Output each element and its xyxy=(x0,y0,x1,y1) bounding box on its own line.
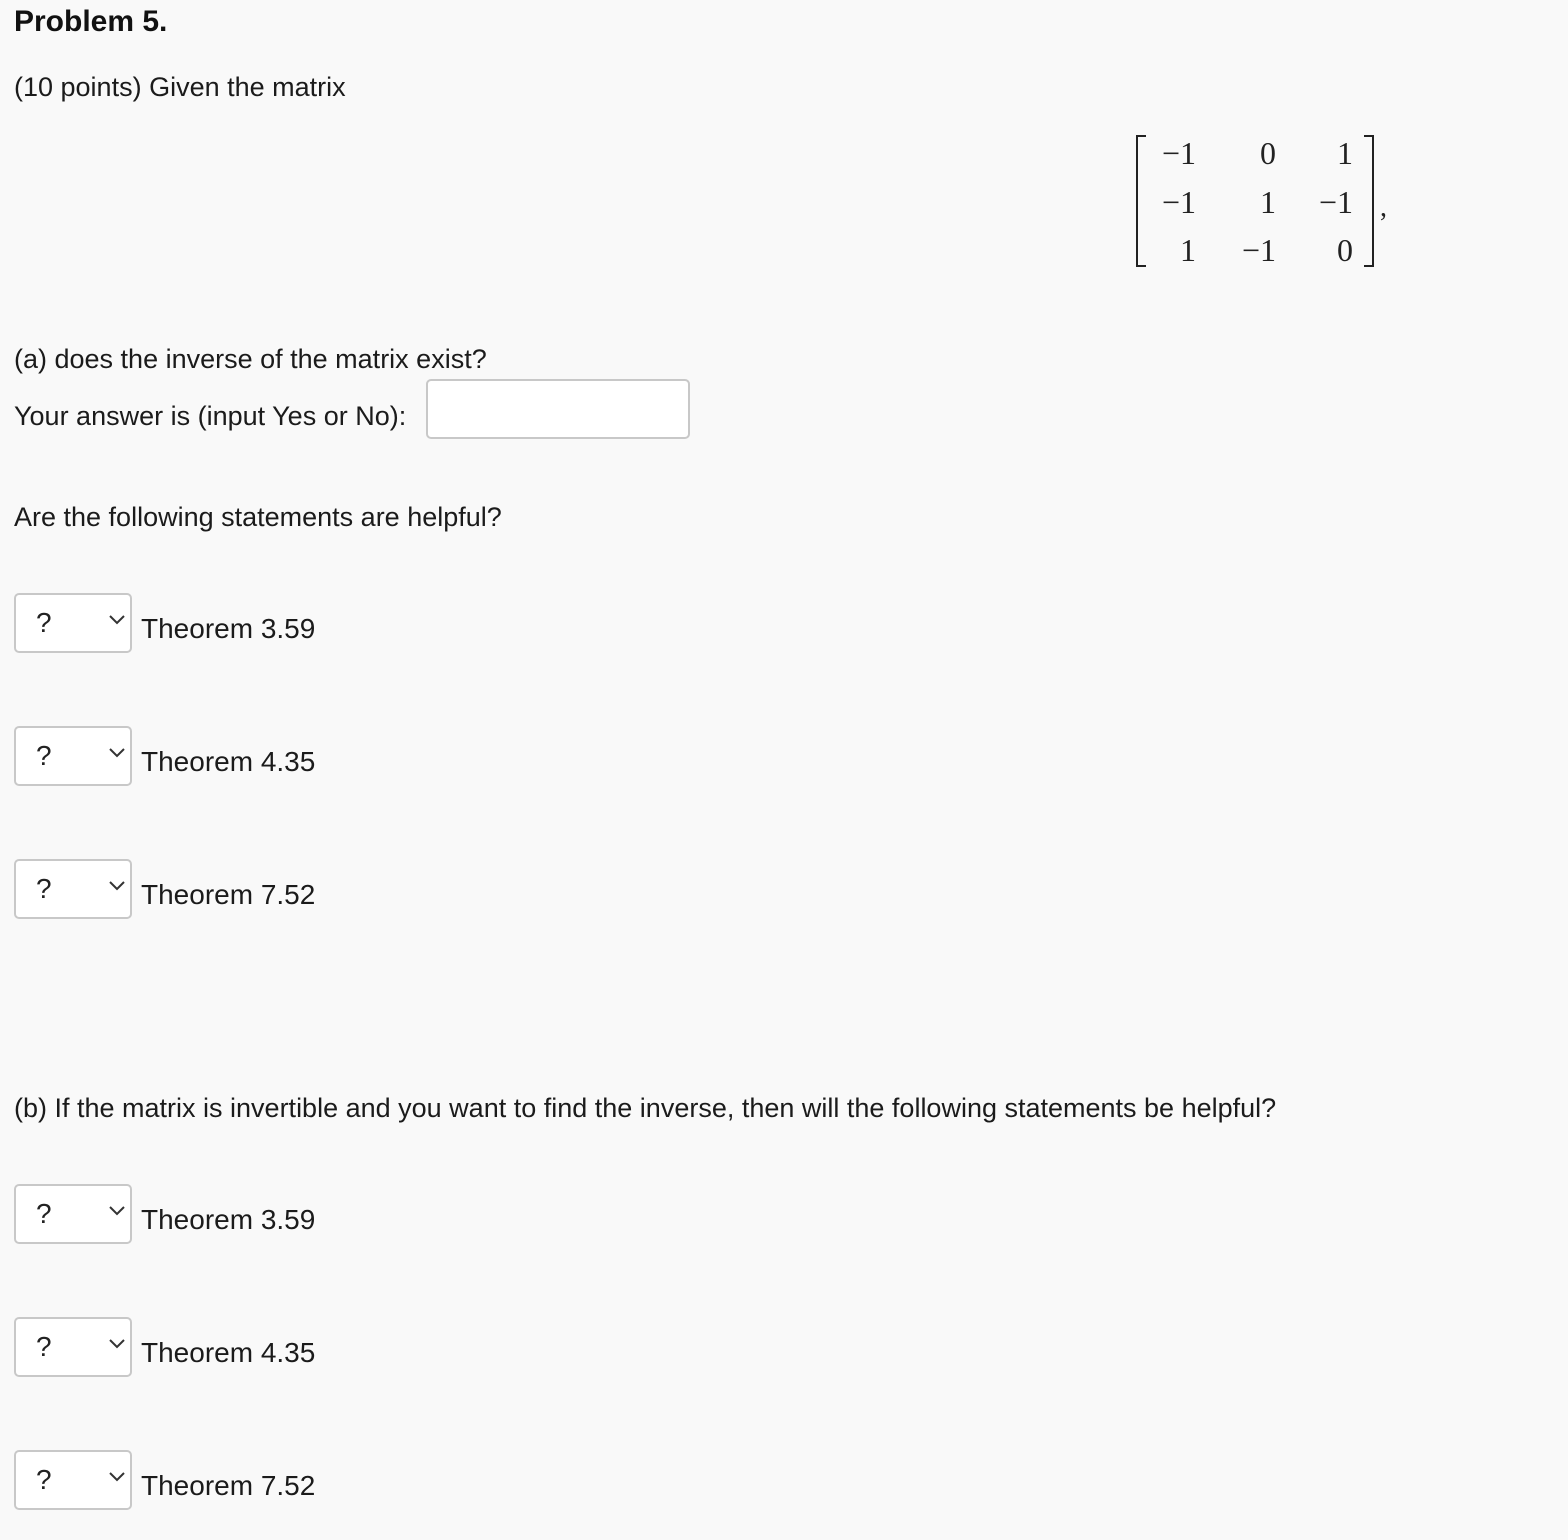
matrix-cell: 1 xyxy=(1180,232,1196,268)
part-b-theorem-2-label: Theorem 4.35 xyxy=(141,1337,316,1368)
chevron-down-icon xyxy=(108,1337,126,1351)
matrix-trailing-comma: , xyxy=(1380,192,1387,223)
chevron-down-icon xyxy=(108,613,126,627)
matrix-cell: −1 xyxy=(1161,135,1196,171)
select-value: ? xyxy=(36,607,52,638)
matrix xyxy=(1136,133,1374,269)
part-a-theorem-3-select[interactable] xyxy=(14,859,132,919)
part-b-theorem-1-label: Theorem 3.59 xyxy=(141,1204,316,1235)
matrix-cell: −1 xyxy=(1241,232,1276,268)
part-b-theorem-2-select[interactable] xyxy=(14,1317,132,1377)
part-a-theorem-2-select[interactable] xyxy=(14,726,132,786)
part-b-question: (b) If the matrix is invertible and you want to find the inverse, then will the following statements be helpful? xyxy=(14,1093,1277,1123)
select-value: ? xyxy=(36,1198,52,1229)
part-a-helpful-prompt: Are the following statements are helpful? xyxy=(14,502,502,532)
select-value: ? xyxy=(36,873,52,904)
chevron-down-icon xyxy=(108,746,126,760)
part-a-theorem-1-select[interactable] xyxy=(14,593,132,653)
part-a-theorem-1-label: Theorem 3.59 xyxy=(141,613,316,644)
matrix-cell: −1 xyxy=(1318,184,1353,220)
part-b-theorem-3-label: Theorem 7.52 xyxy=(141,1470,316,1501)
part-a-question: (a) does the inverse of the matrix exist? xyxy=(14,344,487,374)
matrix-cell: 0 xyxy=(1337,232,1353,268)
problem-intro: (10 points) Given the matrix xyxy=(14,72,346,102)
part-a-theorem-3-label: Theorem 7.52 xyxy=(141,879,316,910)
matrix-cell: 0 xyxy=(1260,135,1276,171)
chevron-down-icon xyxy=(108,1204,126,1218)
select-value: ? xyxy=(36,1331,52,1362)
chevron-down-icon xyxy=(108,1470,126,1484)
matrix-right-bracket xyxy=(1364,135,1374,267)
select-value: ? xyxy=(36,740,52,771)
chevron-down-icon xyxy=(108,879,126,893)
part-b-theorem-1-select[interactable] xyxy=(14,1184,132,1244)
matrix-cell: 1 xyxy=(1260,184,1276,220)
answer-input[interactable] xyxy=(426,379,690,439)
part-a-theorem-2-label: Theorem 4.35 xyxy=(141,746,316,777)
part-b-theorem-3-select[interactable] xyxy=(14,1450,132,1510)
matrix-cell: −1 xyxy=(1161,184,1196,220)
select-value: ? xyxy=(36,1464,52,1495)
matrix-cell: 1 xyxy=(1337,135,1353,171)
answer-label: Your answer is (input Yes or No): xyxy=(14,401,407,431)
problem-title: Problem 5. xyxy=(14,5,168,38)
